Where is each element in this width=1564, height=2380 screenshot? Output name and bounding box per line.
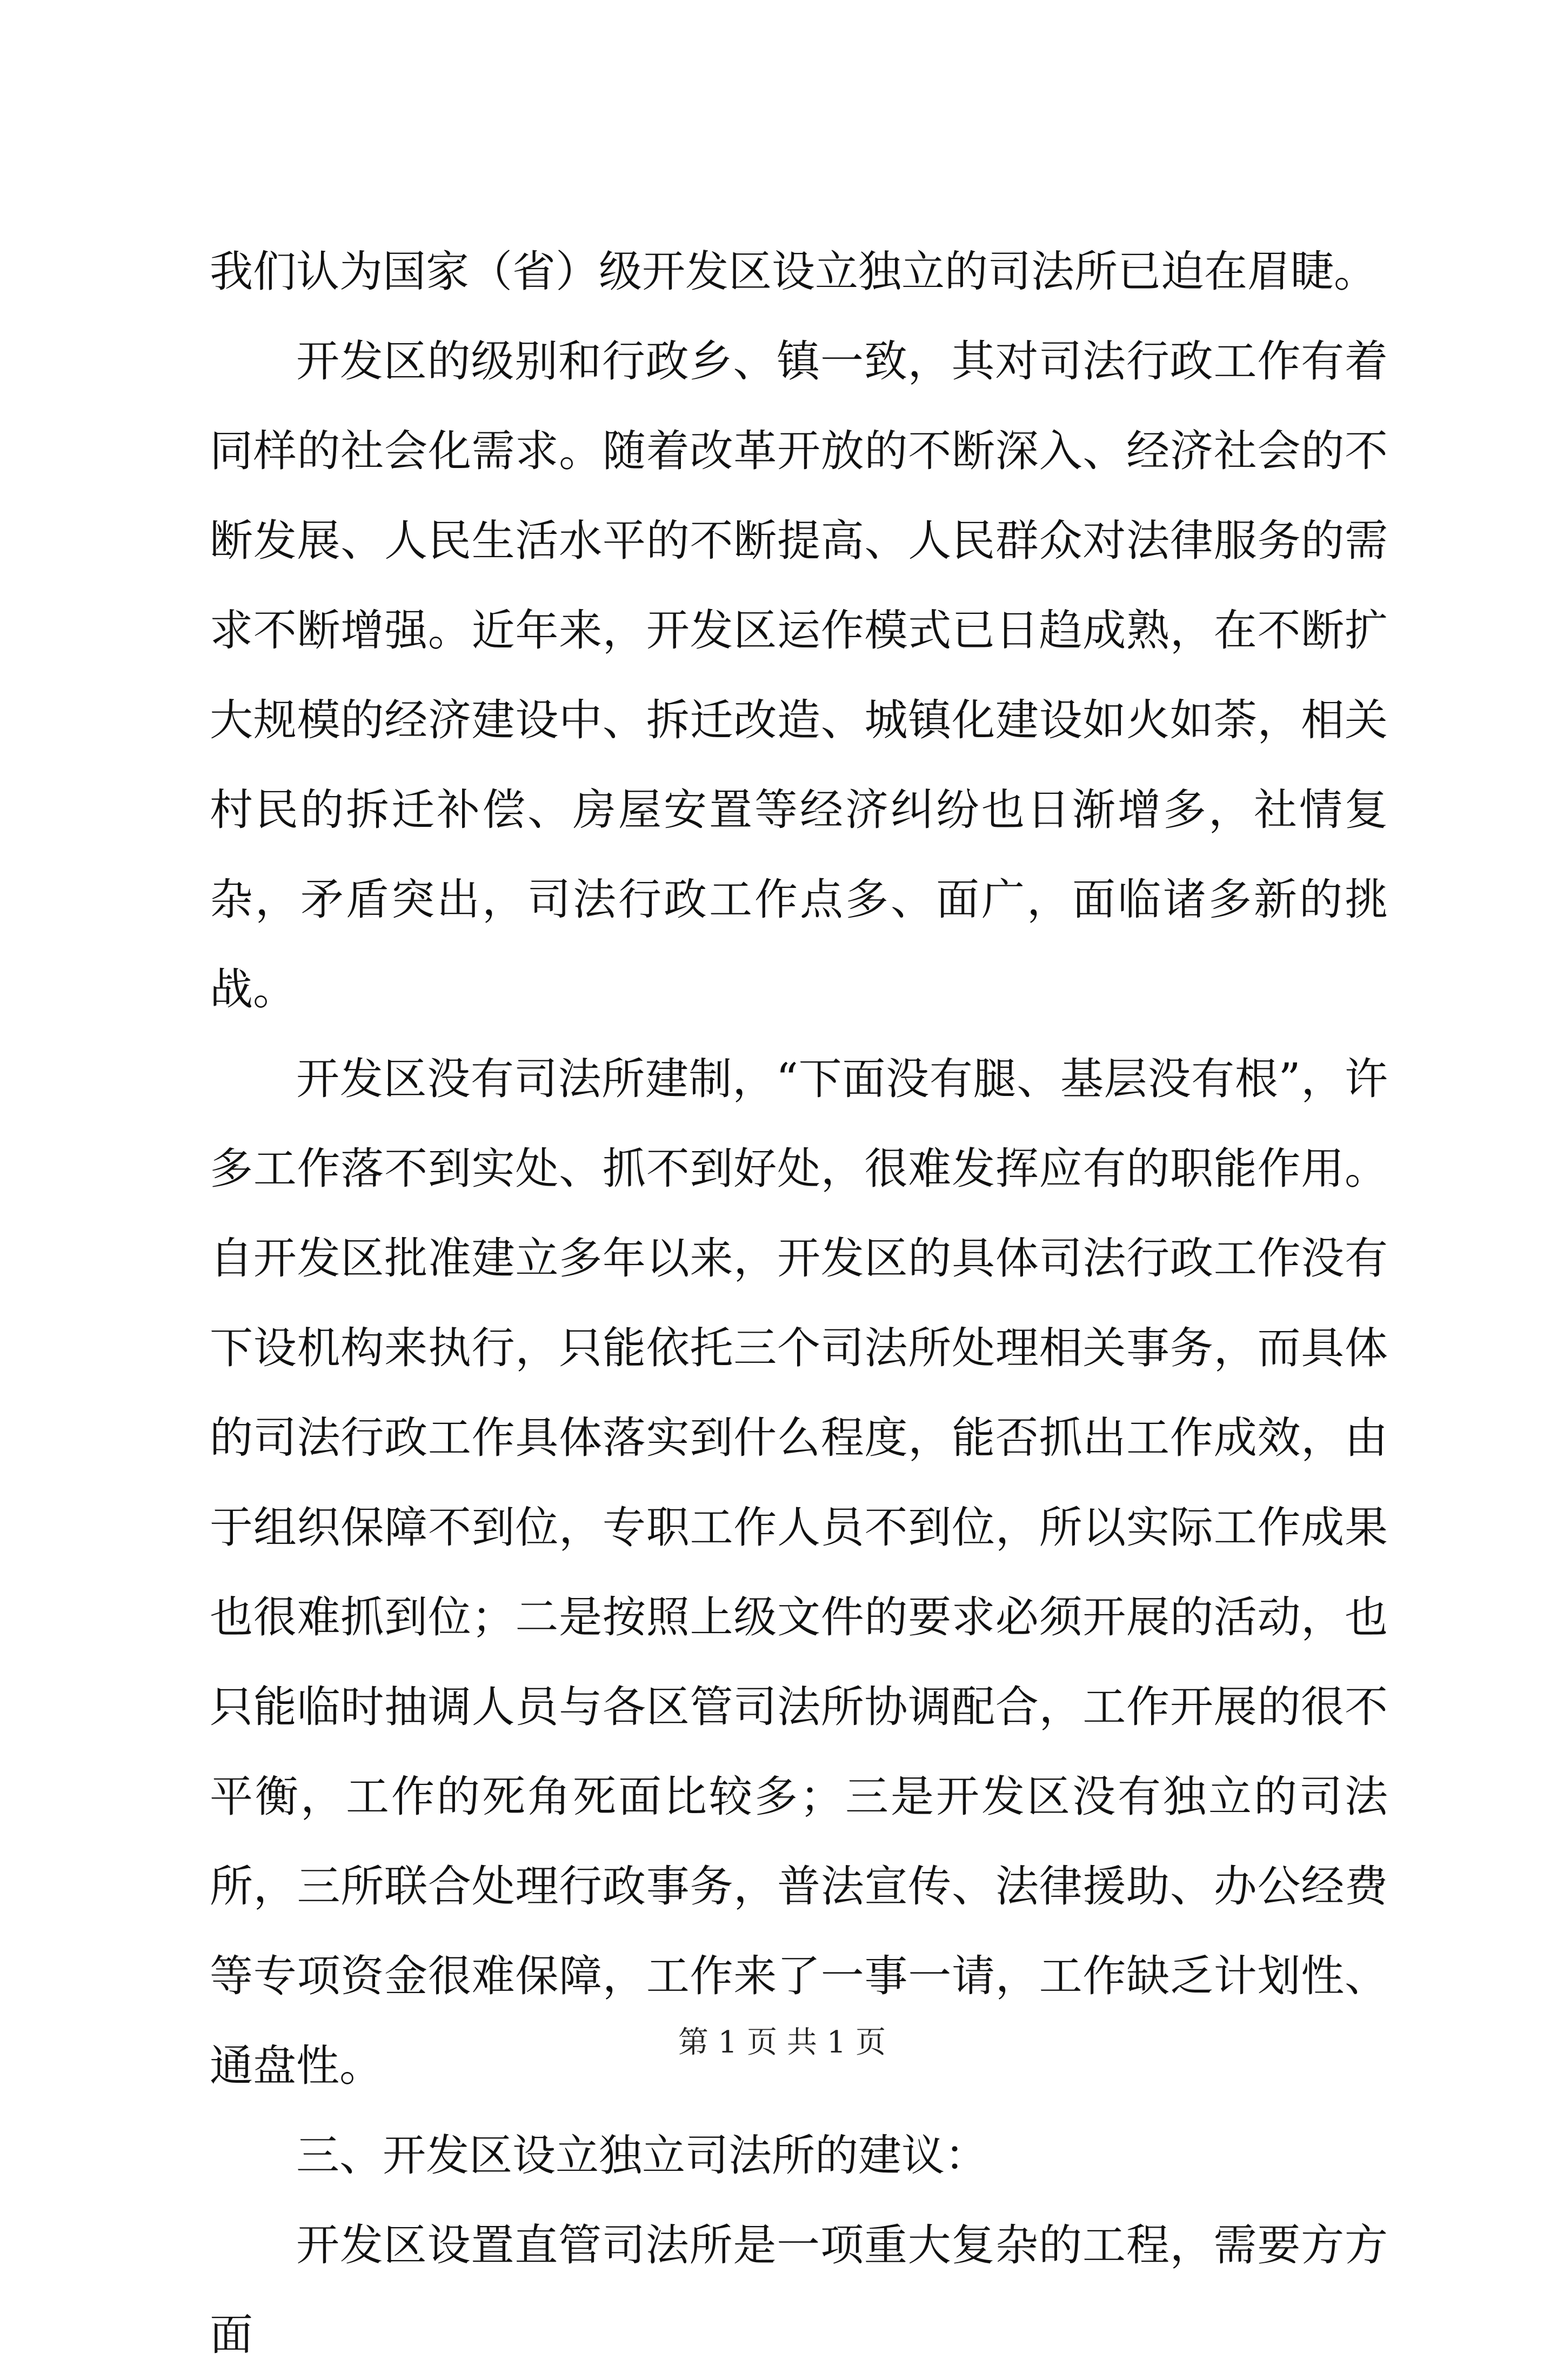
paragraph-development-zone-level: 开发区的级别和行政乡、镇一致，其对司法行政工作有着同样的社会化需求。随着改革开放的不断深入、经济社会的不断发展、人民生活水平的不断提高、人民群众对法律服务的需求不断增强。近年来，开发区运作模式已日趋成熟，在不断扩大规模的经济建设中、拆迁改造、城镇化建设如火如荼，相关村民的拆迁补偿、房屋安置等经济纠纷也日渐增多，社情复杂，矛盾突出，司法行政工作点多、面广，面临诸多新的挑战。 <box>210 336 1388 1014</box>
paragraph-no-judicial-office: 开发区没有司法所建制，“下面没有腿、基层没有根”，许多工作落不到实处、抓不到好处，很难发挥应有的职能作用。自开发区批准建立多年以来，开发区的具体司法行政工作没有下设机构来执行，只能依托三个司法所处理相关事务，而具体的司法行政工作具体落实到什么程度，能否抓出工作成效，由于组织保障不到位，专职工作人员不到位，所以实际工作成果也很难抓到位；二是按照上级文件的要求必须开展的活动，也只能临时抽调人员与各区管司法所协调配合，工作开展的很不平衡，工作的死角死面比较多；三是开发区没有独立的司法所，三所联合处理行政事务，普法宣传、法律援助、办公经费等专项资金很难保障，工作来了一事一请，工作缺乏计划性、通盘性。 <box>210 1054 1388 2091</box>
paragraph-suggestions-intro: 开发区设置直管司法所是一项重大复杂的工程，需要方方面 <box>210 2220 1388 2360</box>
paragraph-continuation: 我们认为国家（省）级开发区设立独立的司法所已迫在眉睫。 <box>210 246 1377 297</box>
page-footer: 第 1 页 共 1 页 <box>678 2025 886 2060</box>
section-heading-suggestions: 三、开发区设立独立司法所的建议： <box>296 2130 988 2181</box>
